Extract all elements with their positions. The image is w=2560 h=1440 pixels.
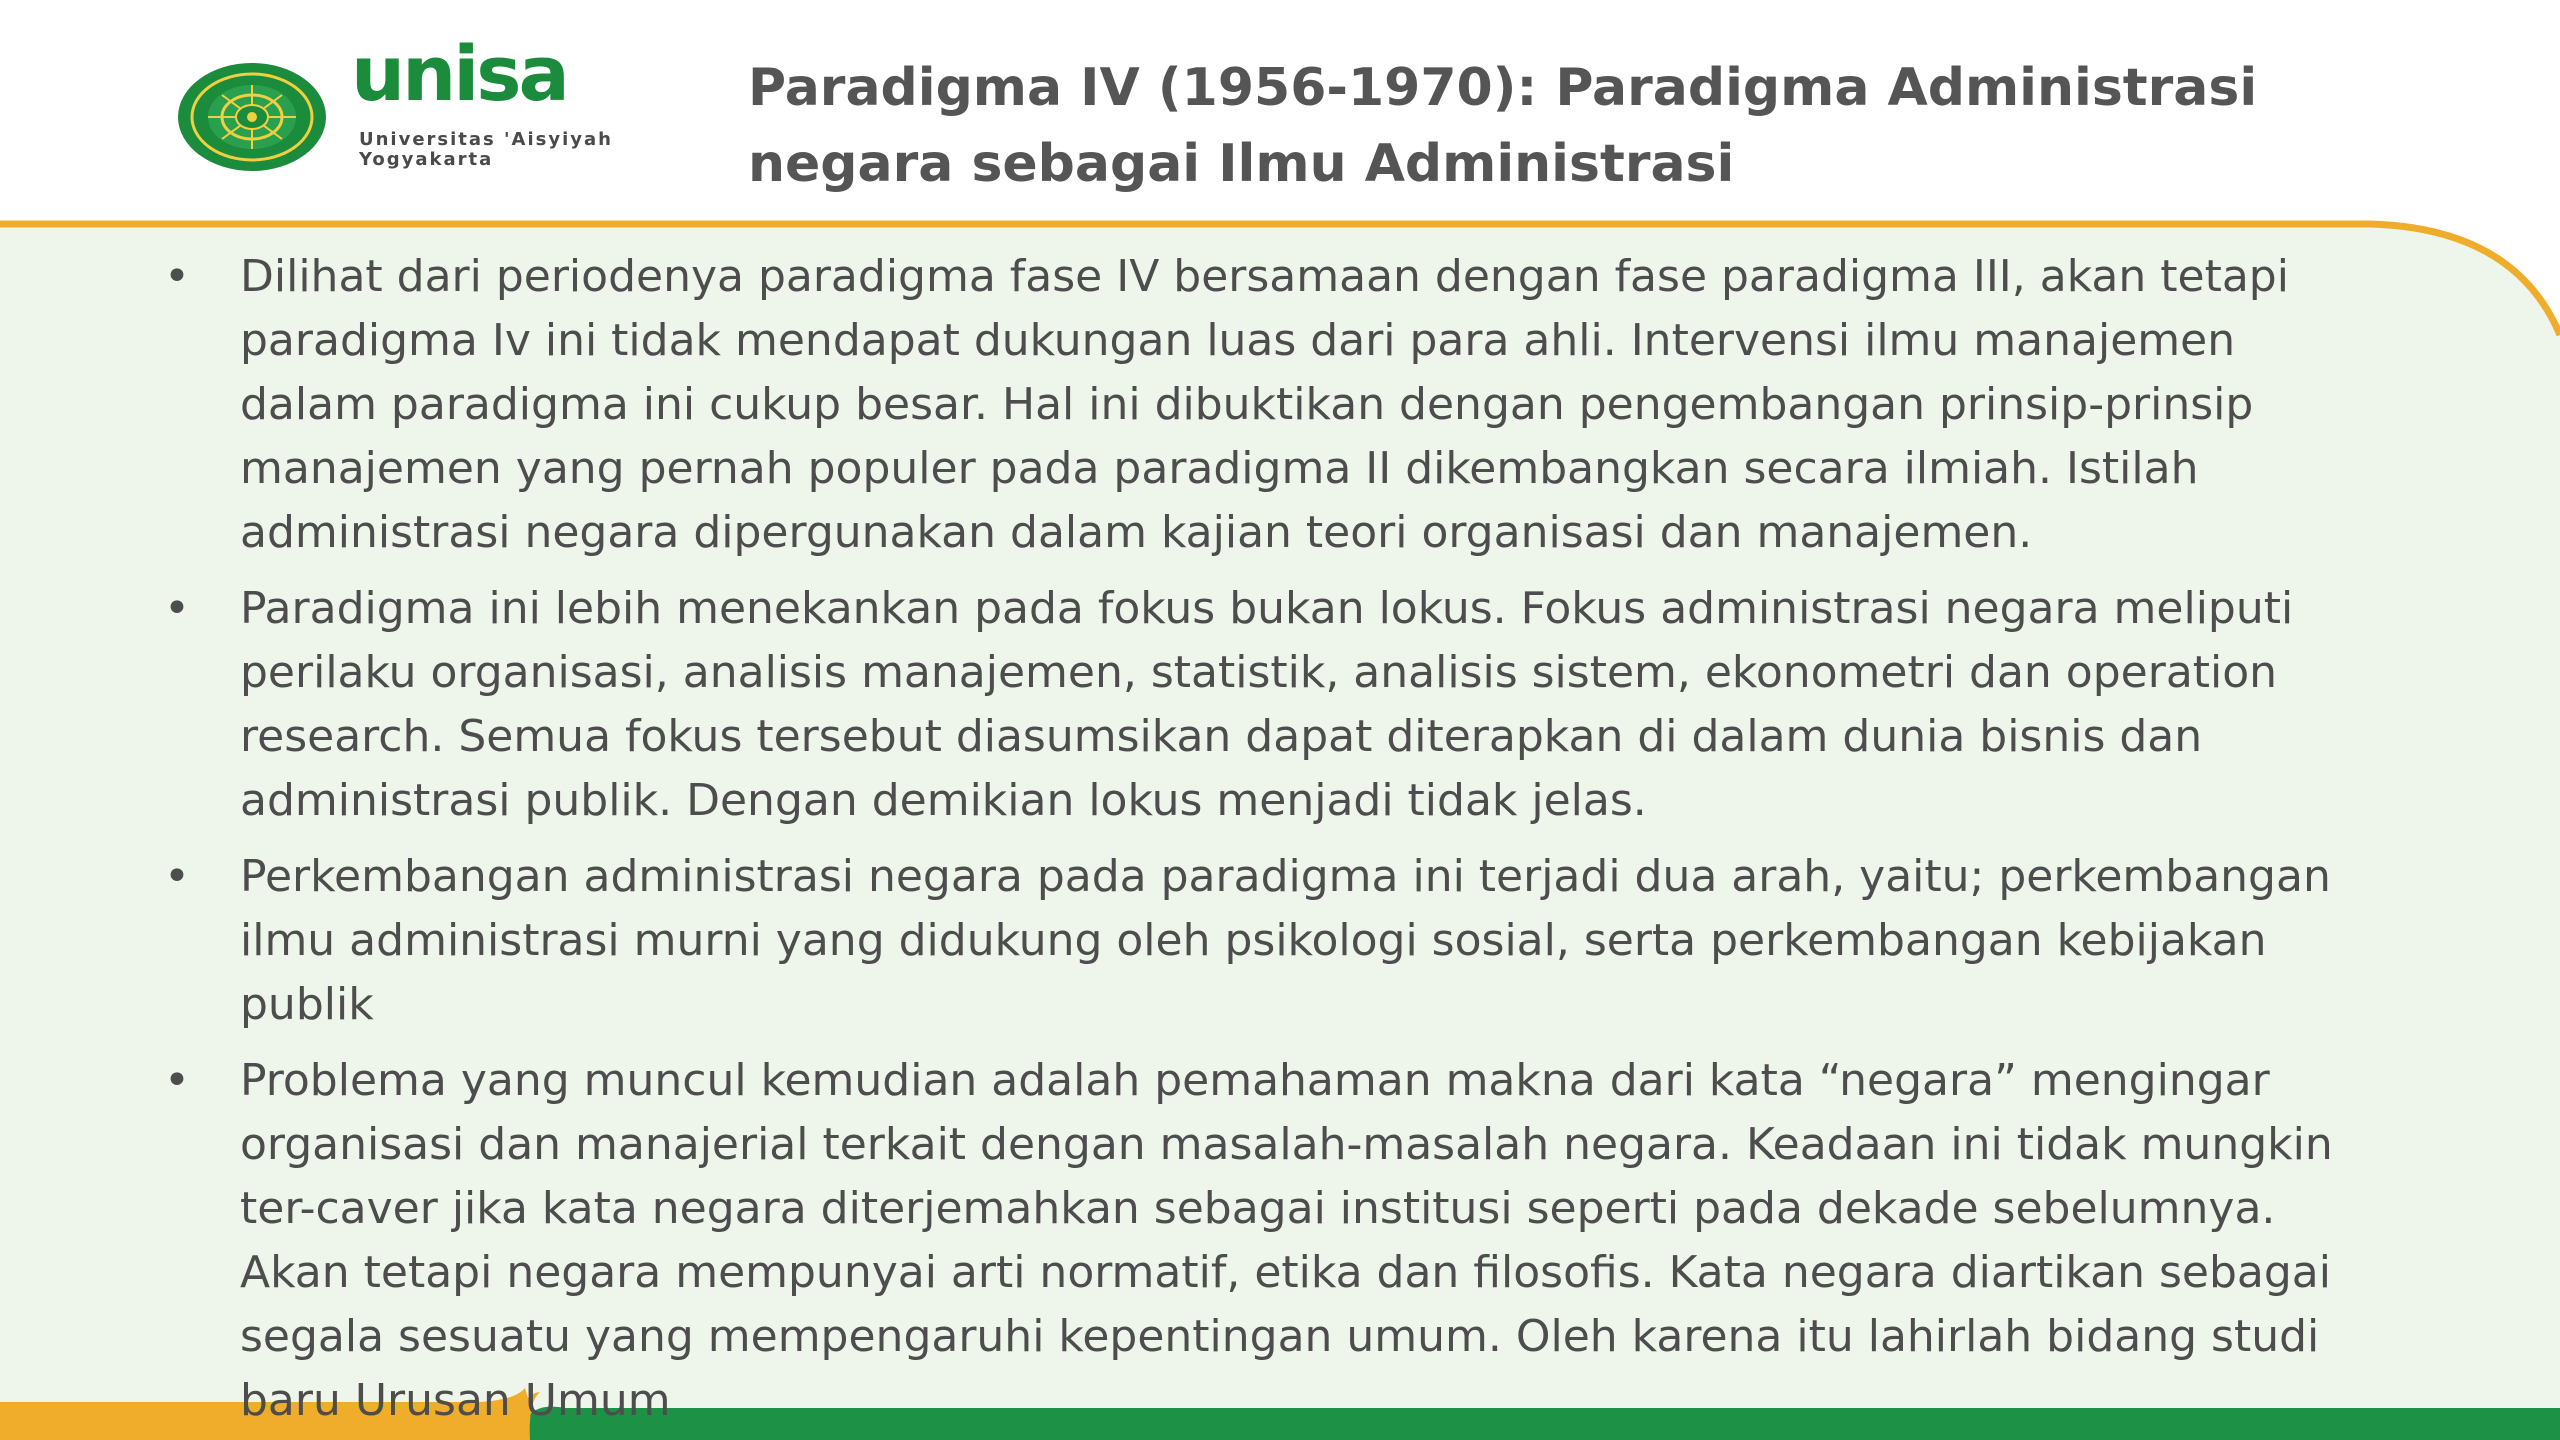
logo-wordmark: unisa <box>351 29 567 118</box>
unisa-logo <box>176 29 646 183</box>
bullet-item <box>160 1049 2370 1433</box>
bullet-item <box>160 245 2370 565</box>
logo-subtitle-line2: Yogyakarta <box>359 149 494 170</box>
bullet-text: Paradigma ini lebih menekankan pada fokus bukan lokus. Fokus administrasi negara meliputi perilaku organisasi, analisis manajemen, statistik, analisis sistem, ekonometri dan operation research. Semua fokus tersebut diasumsikan dapat diterapkan di dalam dunia bisnis dan administrasi publik. Dengan demikian lokus menjadi tidak jelas. <box>240 583 2294 826</box>
bullet-item <box>160 845 2370 1037</box>
bullet-text: Dilihat dari periodenya paradigma fase IV bersamaan dengan fase paradigma III, akan tetapi paradigma Iv ini tidak mendapat dukungan luas dari para ahli. Intervensi ilmu manajemen dalam paradigma ini cukup besar. Hal ini dibuktikan dengan pengembangan prinsip-prinsip manajemen yang pernah populer pada paradigma II dikembangkan secara ilmiah. Istilah administrasi negara dipergunakan dalam kajian teori organisasi dan manajemen. <box>240 251 2289 558</box>
slide-title: Paradigma IV (1956-1970): Paradigma Administrasi negara sebagai Ilmu Administrasi <box>748 58 2258 194</box>
bullet-list <box>160 245 2370 1440</box>
logo-subtitle-line1: Universitas 'Aisyiyah <box>359 129 613 150</box>
bullet-dot: • <box>164 1055 190 1106</box>
bullet-dot: • <box>164 583 190 634</box>
bullet-text: Problema yang muncul kemudian adalah pemahaman makna dari kata “negara” mengingar organisasi dan manajerial terkait dengan masalah-masalah negara. Keadaan ini tidak mungkin ter-caver jika kata negara diterjemahkan sebagai institusi seperti pada dekade sebelumnya. Akan tetapi negara mempunyai arti normatif, etika dan filosofis. Kata negara diartikan sebagai segala sesuatu yang mempengaruhi kepentingan umum. Oleh karena itu lahirlah bidang studi baru Urusan Umum <box>240 1055 2333 1426</box>
bullet-dot: • <box>164 851 190 902</box>
university-seal-icon <box>176 61 328 173</box>
bullet-text: Perkembangan administrasi negara pada paradigma ini terjadi dua arah, yaitu; perkembangan ilmu administrasi murni yang didukung oleh psikologi sosial, serta perkembangan kebijakan publik <box>240 851 2331 1030</box>
bullet-dot: • <box>164 251 190 302</box>
logo-subtitle <box>359 130 613 170</box>
bullet-item <box>160 577 2370 833</box>
